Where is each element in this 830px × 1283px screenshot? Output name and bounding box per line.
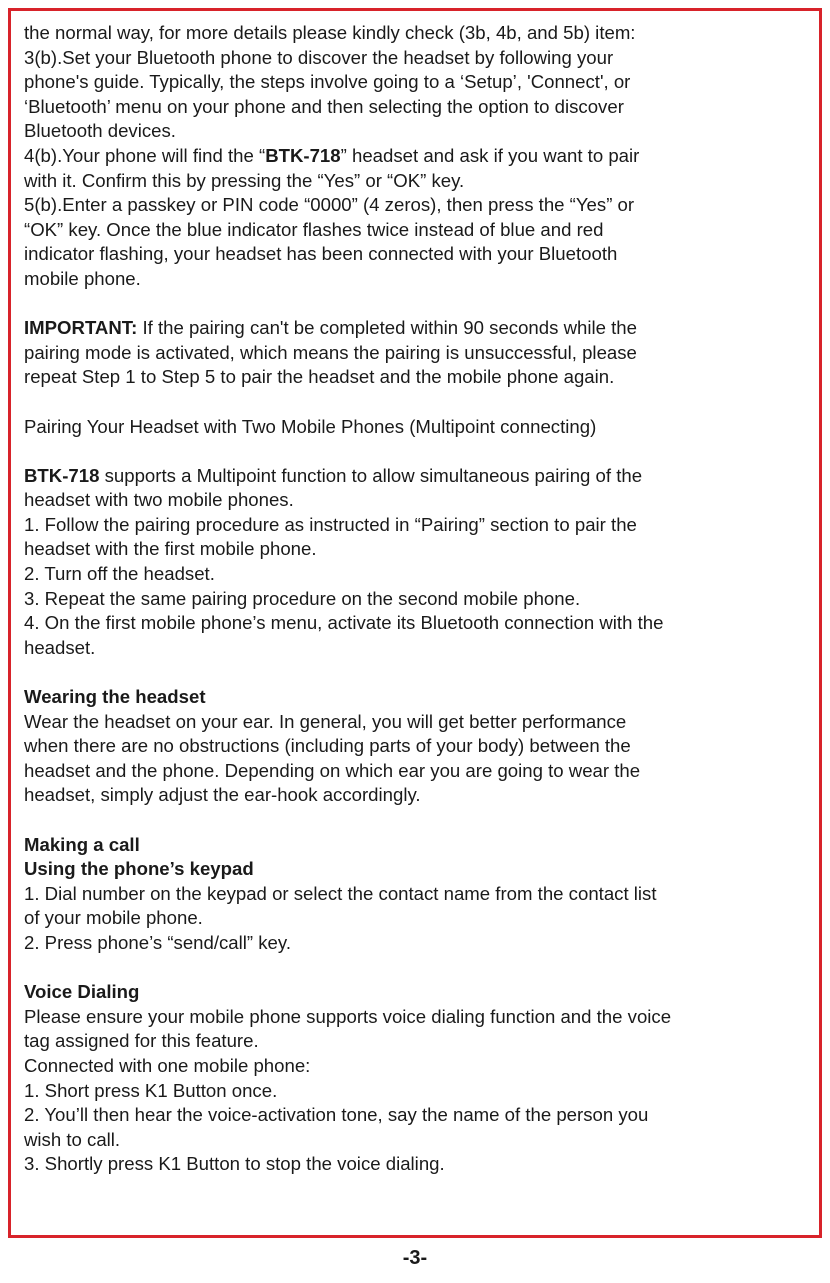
step-5b: 5(b).Enter a passkey or PIN code “0000” (4 zeros), then press the “Yes” or	[24, 194, 635, 216]
text-line: Please ensure your mobile phone supports voice dialing function and the voice	[24, 1005, 672, 1027]
step-3b: 3(b).Set your Bluetooth phone to discover the headset by following your	[24, 46, 614, 68]
important-note	[24, 316, 826, 341]
spacer	[24, 439, 826, 464]
text-line: “OK” key. Once the blue indicator flashes twice instead of blue and red	[24, 218, 604, 240]
heading-voice-dialing: Voice Dialing	[24, 981, 140, 1003]
list-item: 2. Turn off the headset.	[24, 563, 215, 585]
text-line: headset with two mobile phones.	[24, 489, 294, 511]
spacer	[24, 292, 826, 317]
text-line: of your mobile phone.	[24, 907, 203, 929]
model-name: BTK-718	[265, 144, 341, 166]
spacer	[24, 808, 826, 833]
text-span: ” headset and ask if you want to pair	[340, 144, 640, 166]
spacer	[24, 956, 826, 981]
manual-text	[24, 21, 826, 1177]
text-span: If the pairing can't be completed within 90 seconds while the	[137, 317, 637, 339]
text-line: Bluetooth devices.	[24, 120, 176, 142]
list-item: 1. Dial number on the keypad or select the contact name from the contact list	[24, 882, 657, 904]
text-line: pairing mode is activated, which means the pairing is unsuccessful, please	[24, 341, 637, 363]
text-line: tag assigned for this feature.	[24, 1030, 259, 1052]
text-line: headset and the phone. Depending on which ear you are going to wear the	[24, 759, 641, 781]
step-4b	[24, 144, 826, 169]
page-border	[8, 8, 822, 1238]
list-item: 3. Repeat the same pairing procedure on the second mobile phone.	[24, 587, 581, 609]
text-span: supports a Multipoint function to allow simultaneous pairing of the	[99, 464, 643, 486]
list-item: 1. Follow the pairing procedure as instructed in “Pairing” section to pair the	[24, 513, 637, 535]
list-item: 2. Press phone’s “send/call” key.	[24, 931, 291, 953]
text-line: headset.	[24, 636, 96, 658]
spacer	[24, 390, 826, 415]
text-line: wish to call.	[24, 1128, 121, 1150]
spacer	[24, 660, 826, 685]
list-item: 2. You’ll then hear the voice-activation tone, say the name of the person you	[24, 1104, 649, 1126]
text-line: when there are no obstructions (including parts of your body) between the	[24, 735, 631, 757]
subheading-keypad: Using the phone’s keypad	[24, 858, 254, 880]
text-line: the normal way, for more details please kindly check (3b, 4b, and 5b) item:	[24, 22, 636, 43]
text-line: ‘Bluetooth’ menu on your phone and then selecting the option to discover	[24, 95, 624, 117]
text-line: mobile phone.	[24, 267, 141, 289]
model-name: BTK-718	[24, 464, 100, 486]
text-line: with it. Confirm this by pressing the “Yes” or “OK” key.	[24, 169, 465, 191]
list-item: 4. On the first mobile phone’s menu, activate its Bluetooth connection with the	[24, 612, 664, 634]
heading-making-call: Making a call	[24, 833, 140, 855]
text-line: indicator flashing, your headset has been connected with your Bluetooth	[24, 243, 618, 265]
text-line: Connected with one mobile phone:	[24, 1054, 311, 1076]
page-number: -3-	[402, 1247, 428, 1269]
text-line: repeat Step 1 to Step 5 to pair the headset and the mobile phone again.	[24, 366, 615, 388]
multipoint-intro	[24, 464, 826, 489]
list-item: 1. Short press K1 Button once.	[24, 1079, 278, 1101]
text-span: 4(b).Your phone will find the “	[24, 144, 266, 166]
text-line: headset with the first mobile phone.	[24, 538, 317, 560]
text-line: Wear the headset on your ear. In general, you will get better performance	[24, 710, 627, 732]
section-title-multipoint: Pairing Your Headset with Two Mobile Phones (Multipoint connecting)	[24, 415, 597, 437]
heading-wearing: Wearing the headset	[24, 686, 206, 708]
text-line: phone's guide. Typically, the steps involve going to a ‘Setup’, 'Connect', or	[24, 71, 631, 93]
list-item: 3. Shortly press K1 Button to stop the voice dialing.	[24, 1153, 445, 1175]
text-line: headset, simply adjust the ear-hook accordingly.	[24, 784, 421, 806]
important-label: IMPORTANT:	[24, 317, 138, 339]
